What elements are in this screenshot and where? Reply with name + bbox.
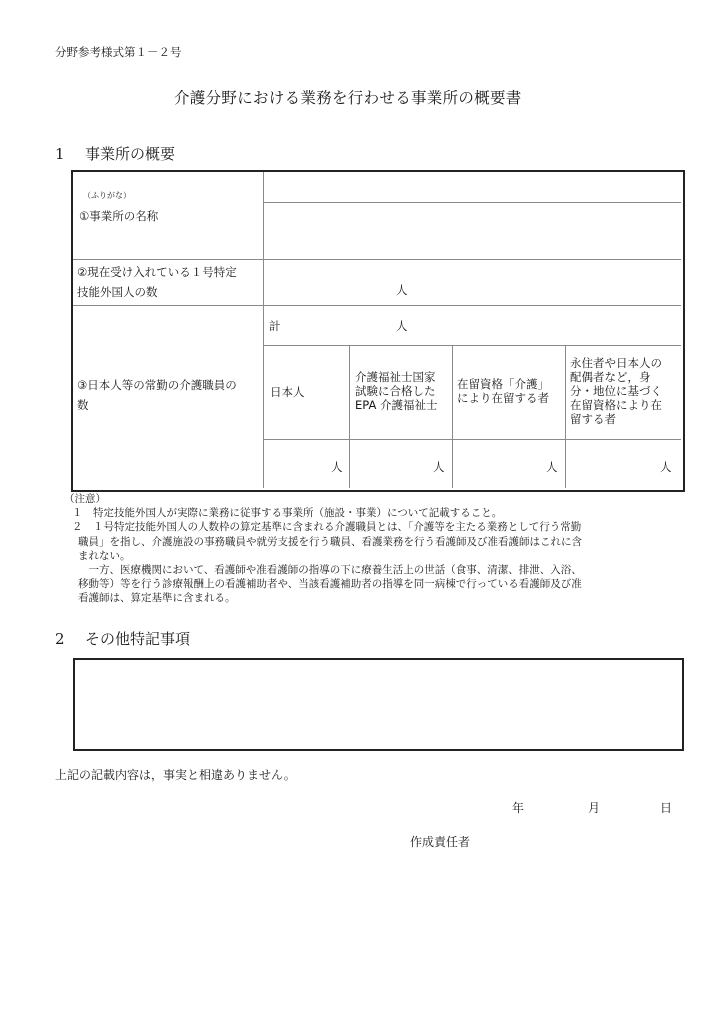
- header-line: 介護福祉士国家: [355, 370, 436, 384]
- table-divider: [263, 172, 264, 488]
- office-name-furigana-field[interactable]: [269, 180, 675, 198]
- header-line: 日本人: [270, 385, 305, 399]
- note-line: 看護師は、算定基準に含まれる。: [78, 592, 236, 605]
- total-unit: 人: [396, 319, 408, 333]
- header-line: 永住者や日本人の: [570, 356, 662, 370]
- date-day-label: 日: [660, 801, 673, 815]
- header-line: 留する者: [570, 412, 616, 426]
- note-line: まれない。: [78, 549, 131, 562]
- total-label: 計: [269, 319, 281, 333]
- section-1-number: 1: [55, 145, 65, 163]
- office-name-field[interactable]: [269, 208, 675, 252]
- office-name-label: ①事業所の名称: [79, 209, 159, 223]
- table-divider: [565, 345, 566, 488]
- foreign-workers-label: [77, 264, 237, 300]
- table-divider: [263, 439, 681, 440]
- label-line: ③日本人等の常勤の介護職員の: [77, 378, 237, 392]
- section-2-number: 2: [55, 630, 65, 648]
- special-notes-field[interactable]: [73, 658, 684, 751]
- header-line: EPA 介護福祉士: [355, 398, 438, 412]
- declaration: 上記の記載内容は，事実と相違ありません。: [55, 768, 296, 782]
- form-number: 分野参考様式第１－２号: [55, 45, 182, 59]
- date-year-label: 年: [512, 801, 525, 815]
- table-divider: [263, 345, 681, 346]
- table-divider: [452, 345, 453, 488]
- label-line: 数: [77, 398, 89, 412]
- notes-heading: （注意）: [64, 493, 106, 505]
- section-2-heading: [55, 628, 190, 649]
- col-epa-unit: 人: [433, 460, 445, 474]
- table-divider: [73, 305, 681, 306]
- note-line: 移動等）等を行う診療報酬上の看護補助者や、当該看護補助者の指導を同一病棟で行っている看護師及び准: [78, 578, 582, 591]
- header-line: 在留資格「介護」: [457, 377, 549, 391]
- section-1-title: 事業所の概要: [85, 145, 176, 163]
- label-line: ②現在受け入れている１号特定: [77, 265, 237, 279]
- note-line: ２ １号特定技能外国人の人数枠の算定基準に含まれる介護職員とは、「介護等を主たる業務として行う常勤: [72, 521, 582, 534]
- section-1-heading: [55, 143, 175, 164]
- notes: [64, 492, 688, 606]
- header-line: 配偶者など，身: [570, 370, 651, 384]
- col-epa-header: [355, 370, 438, 412]
- note-line: 一方、医療機関において、看護師や准看護師の指導の下に療養生活上の世話（食事、清潔、排泄、入浴、: [78, 564, 582, 577]
- note-line: １ 特定技能外国人が実際に業務に従事する事業所（施設・事業）について記載すること。: [72, 507, 503, 520]
- overview-table: [71, 170, 685, 492]
- col-permanent-header: [570, 356, 662, 426]
- furigana-label: （ふりがな）: [83, 191, 131, 200]
- table-divider: [349, 345, 350, 488]
- document-title: 介護分野における業務を行わせる事業所の概要書: [174, 89, 522, 107]
- header-line: 分・地位に基づく: [570, 384, 662, 398]
- note-line: 職員」を指し、介護施設の事務職員や就労支援を行う職員、看護業務を行う看護師及び准看護師はこれに含: [78, 535, 582, 548]
- table-divider: [263, 202, 681, 203]
- col-permanent-unit: 人: [660, 460, 672, 474]
- section-2-title: その他特記事項: [85, 630, 191, 648]
- foreign-workers-unit: 人: [396, 283, 408, 297]
- header-line: により在留する者: [457, 391, 549, 405]
- author-label: 作成責任者: [410, 835, 471, 849]
- label-line: 技能外国人の数: [77, 285, 158, 299]
- care-staff-label: [77, 377, 237, 413]
- col-kaigo-status-header: [457, 377, 549, 405]
- table-divider: [73, 259, 681, 260]
- date-month-label: 月: [588, 801, 601, 815]
- header-line: 在留資格により在: [570, 398, 662, 412]
- col-japanese-unit: 人: [331, 460, 343, 474]
- header-line: 試験に合格した: [355, 384, 436, 398]
- col-japanese-header: [270, 384, 305, 400]
- col-kaigo-status-unit: 人: [546, 460, 558, 474]
